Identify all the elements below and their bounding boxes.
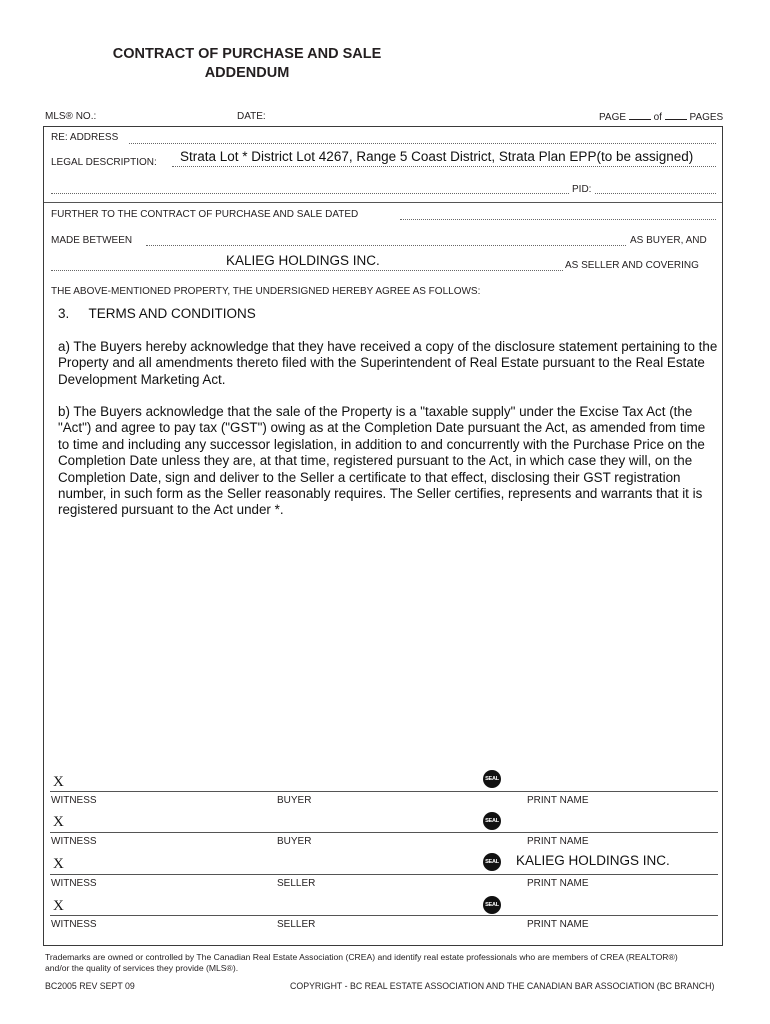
terms-heading: [58, 306, 256, 321]
contract-date-field[interactable]: [400, 219, 716, 220]
signature-line-seller-2[interactable]: [50, 915, 718, 916]
seal-icon: SEAL: [483, 853, 501, 871]
addendum-form-box: [43, 126, 723, 946]
pid-field[interactable]: [595, 193, 716, 194]
legal-description-value: Strata Lot * District Lot 4267, Range 5 Coast District, Strata Plan EPP(to be assigned): [180, 149, 694, 164]
witness-label: WITNESS: [51, 836, 97, 847]
as-buyer-label: AS BUYER, AND: [630, 235, 707, 246]
page-number-field[interactable]: [629, 110, 651, 120]
trademark-line-1: Trademarks are owned or controlled by The Canadian Real Estate Association (CREA) and identify real estate professionals who are members of CREA (REALTOR®): [45, 952, 678, 962]
witness-label: WITNESS: [51, 878, 97, 889]
mls-number-label: MLS® NO.:: [45, 111, 97, 122]
seller-label: SELLER: [277, 878, 316, 889]
legal-description-continued-field[interactable]: [51, 193, 569, 194]
as-seller-label: AS SELLER AND COVERING: [565, 260, 699, 271]
signature-x-mark: X: [53, 856, 64, 872]
trademark-line-2: and/or the quality of services they provide (MLS®).: [45, 963, 239, 973]
signature-line-seller-1[interactable]: [50, 874, 718, 875]
agree-statement: THE ABOVE-MENTIONED PROPERTY, THE UNDERSIGNED HEREBY AGREE AS FOLLOWS:: [51, 286, 481, 297]
made-between-label: MADE BETWEEN: [51, 235, 133, 246]
trademark-notice: [45, 952, 678, 974]
signature-x-mark: X: [53, 774, 64, 790]
witness-label: WITNESS: [51, 919, 97, 930]
seller-print-name-value: KALIEG HOLDINGS INC.: [516, 853, 670, 868]
pid-label: PID:: [572, 184, 592, 195]
buyer-name-field[interactable]: [146, 245, 626, 246]
address-label: RE: ADDRESS: [51, 132, 119, 143]
page-count: [599, 110, 723, 123]
form-title: [47, 45, 447, 83]
print-name-label: PRINT NAME: [527, 795, 589, 806]
seller-label: SELLER: [277, 919, 316, 930]
address-field[interactable]: [129, 143, 716, 144]
buyer-label: BUYER: [277, 836, 312, 847]
total-pages-field[interactable]: [665, 110, 687, 120]
title-line-2: ADDENDUM: [204, 65, 290, 81]
of-label: of: [653, 112, 662, 123]
clause-a: a) The Buyers hereby acknowledge that they have received a copy of the disclosure statement pertaining to the Property and all amendments thereto filed with the Superintendent of Real Estate pursuant to the Real Estate Development Marketing Act.: [58, 339, 718, 387]
copyright-notice: COPYRIGHT - BC REAL ESTATE ASSOCIATION AND THE CANADIAN BAR ASSOCIATION (BC BRANCH): [290, 981, 715, 991]
clause-b: b) The Buyers acknowledge that the sale of the Property is a "taxable supply" under the Excise Tax Act (the "Act") and agree to pay tax ("GST") owing as at the Completion Date pursuant the Act, as amended from time to time and including any successor legislation, in addition to and concurrently with the Purchase Price on the Completion Date unless they are, at that time, registered pursuant to the Act, in which case they will, on the Completion Date, sign and deliver to the Seller a certificate to that effect, disclosing their GST registration number, in such form as the Seller reasonably requires. The Seller certifies, represents and warrants that it is registered pursuant to the Act under *.: [58, 404, 706, 518]
terms-heading-number: 3.: [58, 306, 70, 321]
signature-x-mark: X: [53, 898, 64, 914]
print-name-label: PRINT NAME: [527, 878, 589, 889]
terms-heading-text: TERMS AND CONDITIONS: [88, 306, 256, 321]
pages-label: PAGES: [689, 112, 724, 123]
legal-description-field[interactable]: [172, 166, 716, 167]
form-code: BC2005 REV SEPT 09: [45, 981, 135, 991]
witness-label: WITNESS: [51, 795, 97, 806]
print-name-label: PRINT NAME: [527, 836, 589, 847]
title-line-1: CONTRACT OF PURCHASE AND SALE: [112, 46, 382, 62]
contract-dated-label: FURTHER TO THE CONTRACT OF PURCHASE AND SALE DATED: [51, 209, 359, 220]
seller-name-field[interactable]: [51, 270, 563, 271]
signature-line-buyer-2[interactable]: [50, 832, 718, 833]
date-label: DATE:: [237, 111, 266, 122]
page-label: PAGE: [599, 112, 627, 123]
buyer-label: BUYER: [277, 795, 312, 806]
section-divider: [44, 202, 722, 203]
print-name-label: PRINT NAME: [527, 919, 589, 930]
seller-name-value: KALIEG HOLDINGS INC.: [226, 253, 380, 268]
signature-x-mark: X: [53, 814, 64, 830]
signature-line-buyer-1[interactable]: [50, 791, 718, 792]
seal-icon: SEAL: [483, 896, 501, 914]
seal-icon: SEAL: [483, 770, 501, 788]
legal-description-label: LEGAL DESCRIPTION:: [51, 157, 157, 168]
seal-icon: SEAL: [483, 812, 501, 830]
